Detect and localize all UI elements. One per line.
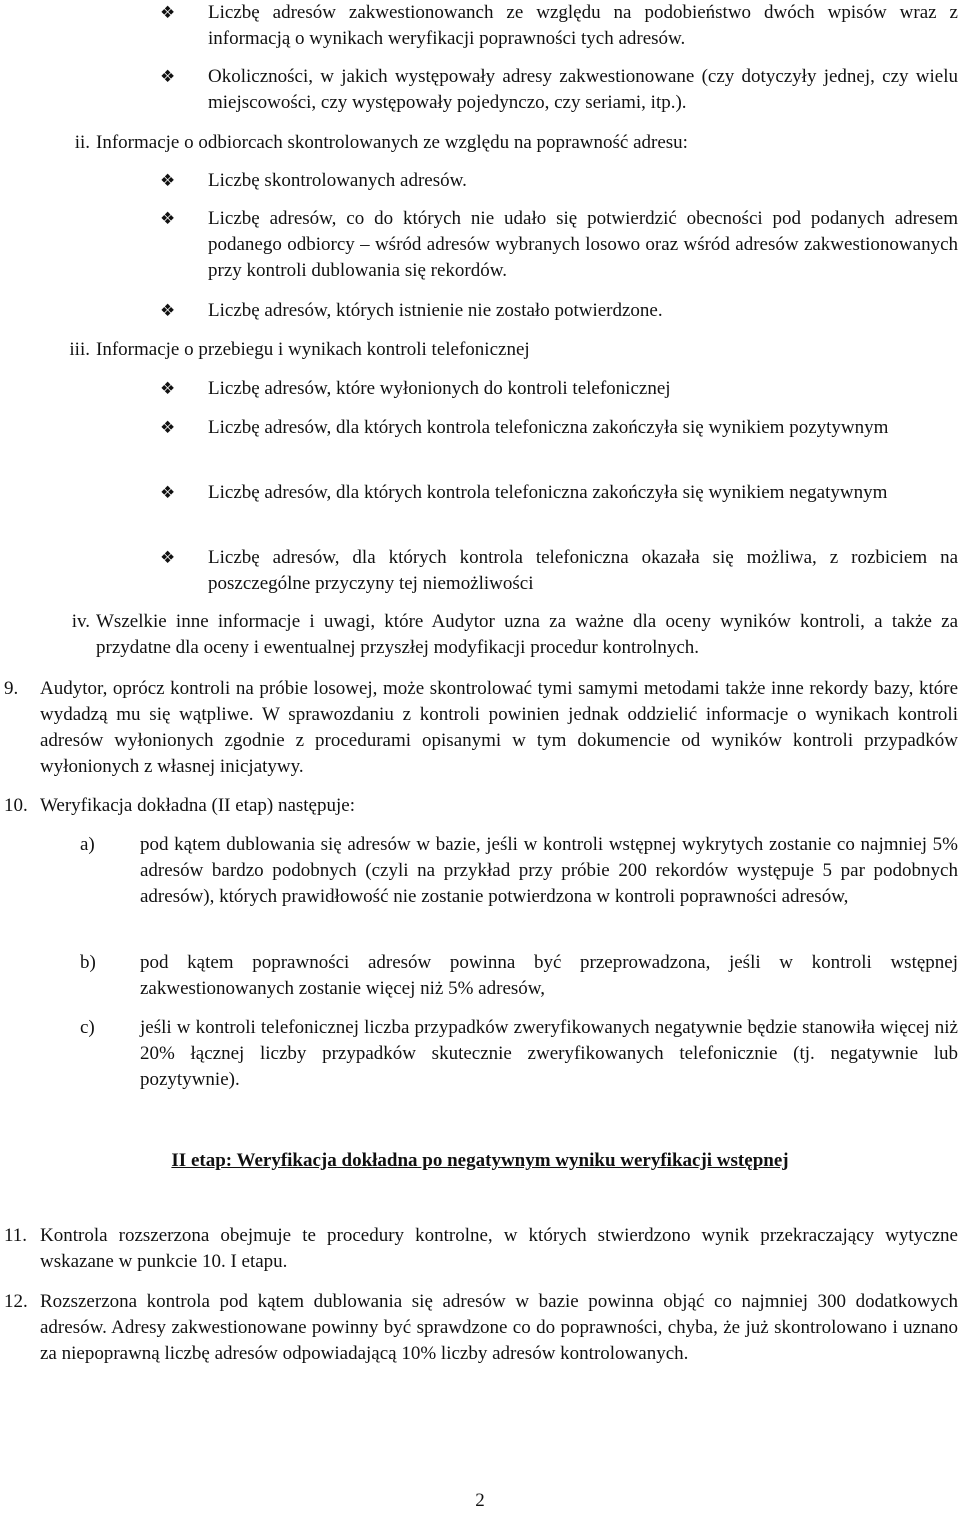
item-9-text: Audytor, oprócz kontroli na próbie losowej, może skontrolować tymi samymi metodami także inne rekordy bazy, które wydadzą mu się wątpliwe. W sprawozdaniu z kontroli powinien jednak oddzielić informacje o wynikach kontroli adresów wyłonionych zgodnie z procedurami opisanymi w tym dokumencie od wyników kontroli przypadków wyłonionych z własnej inicjatywy. [40,678,958,777]
bullet-text: Liczbę adresów, co do których nie udało się potwierdzić obecności pod podanych adresem podanego odbiorcy – wśród adresów wybranych losowo oraz wśród adresów zakwestionowanych przy kontroli dublowania się rekordów. [208,208,958,281]
bullet-icon: ❖ [160,301,176,321]
item-10-text: Weryfikacja dokładna (II etap) następuje: [40,795,355,816]
bullet-text: Liczbę skontrolowanych adresów. [208,170,467,191]
item-12-text: Rozszerzona kontrola pod kątem dublowania się adresów w bazie powinna objąć co najmniej 300 dodatkowych adresów. Adresy zakwestionowane powinny być sprawdzone co do poprawności, chyba, że już skontrolowano i uznano za niepoprawną liczbę adresów odpowiadającą 10% liczby adresów kontrolowanych. [40,1291,958,1364]
item-12-marker: 12. [4,1291,28,1312]
bullet-text: Liczbę adresów, dla których kontrola telefoniczna zakończyła się wynikiem negatywnym [208,482,888,503]
section-ii-text: Informacje o odbiorcach skontrolowanych ze względu na poprawność adresu: [96,132,688,153]
subitem-a-marker: a) [80,834,95,855]
section-iii-marker: iii. [69,339,90,360]
bullet-icon: ❖ [160,379,176,399]
bullet-text: Liczbę adresów, których istnienie nie zostało potwierdzone. [208,300,663,321]
item-9-marker: 9. [4,678,19,699]
bullet-text: Liczbę adresów, które wyłonionych do kontroli telefonicznej [208,378,671,399]
section-iii-text: Informacje o przebiegu i wynikach kontroli telefonicznej [96,339,530,360]
item-10-marker: 10. [4,795,28,816]
subitem-c-marker: c) [80,1017,95,1038]
bullet-icon: ❖ [160,171,176,191]
bullet-text: Liczbę adresów, dla których kontrola telefoniczna okazała się możliwa, z rozbiciem na poszczególne przyczyny tej niemożliwości [208,547,958,594]
bullet-icon: ❖ [160,483,176,503]
section-iv-marker: iv. [71,611,90,632]
bullet-icon: ❖ [160,3,176,23]
bullet-icon: ❖ [160,67,176,87]
bullet-icon: ❖ [160,418,176,438]
bullet-text: Okoliczności, w jakich występowały adresy zakwestionowane (czy dotyczyły jednej, czy wielu miejscowości, czy występowały pojedynczo, czy seriami, itp.). [208,66,958,113]
subitem-c-text: jeśli w kontroli telefonicznej liczba przypadków zweryfikowanych negatywnie będzie stanowiła więcej niż 20% łącznej liczby przypadków skutecznie zweryfikowanych telefonicznie (tj. negatywnie lub pozytywnie). [140,1017,958,1090]
section-iv-text: Wszelkie inne informacje i uwagi, które Audytor uzna za ważne dla oceny wyników kontroli, a także za przydatne dla oceny i ewentualnej przyszłej modyfikacji procedur kontrolnych. [96,611,958,658]
subitem-b-marker: b) [80,952,96,973]
page-number: 2 [475,1490,485,1511]
bullet-icon: ❖ [160,209,176,229]
subitem-a-text: pod kątem dublowania się adresów w bazie, jeśli w kontroli wstępnej wykrytych zostanie co najmniej 5% adresów bardzo podobnych (czyli na przykład przy próbie 200 rekordów występuje 5 par podobnych adresów), których prawidłowość nie zostanie potwierdzona w kontroli poprawności adresów, [140,834,958,907]
item-11-marker: 11. [4,1225,28,1246]
section-heading: II etap: Weryfikacja dokładna po negatywnym wyniku weryfikacji wstępnej [171,1150,789,1171]
subitem-b-text: pod kątem poprawności adresów powinna być przeprowadzona, jeśli w kontroli wstępnej zakwestionowanych zostanie więcej niż 5% adresów, [140,952,958,999]
bullet-icon: ❖ [160,548,176,568]
item-11-text: Kontrola rozszerzona obejmuje te procedury kontrolne, w których stwierdzono wynik przekraczający wytyczne wskazane w punkcie 10. I etapu. [40,1225,958,1272]
bullet-text: Liczbę adresów zakwestionowanch ze względu na podobieństwo dwóch wpisów wraz z informacją o wynikach weryfikacji poprawności tych adresów. [208,2,958,49]
section-ii-marker: ii. [74,132,90,153]
bullet-text: Liczbę adresów, dla których kontrola telefoniczna zakończyła się wynikiem pozytywnym [208,417,889,438]
